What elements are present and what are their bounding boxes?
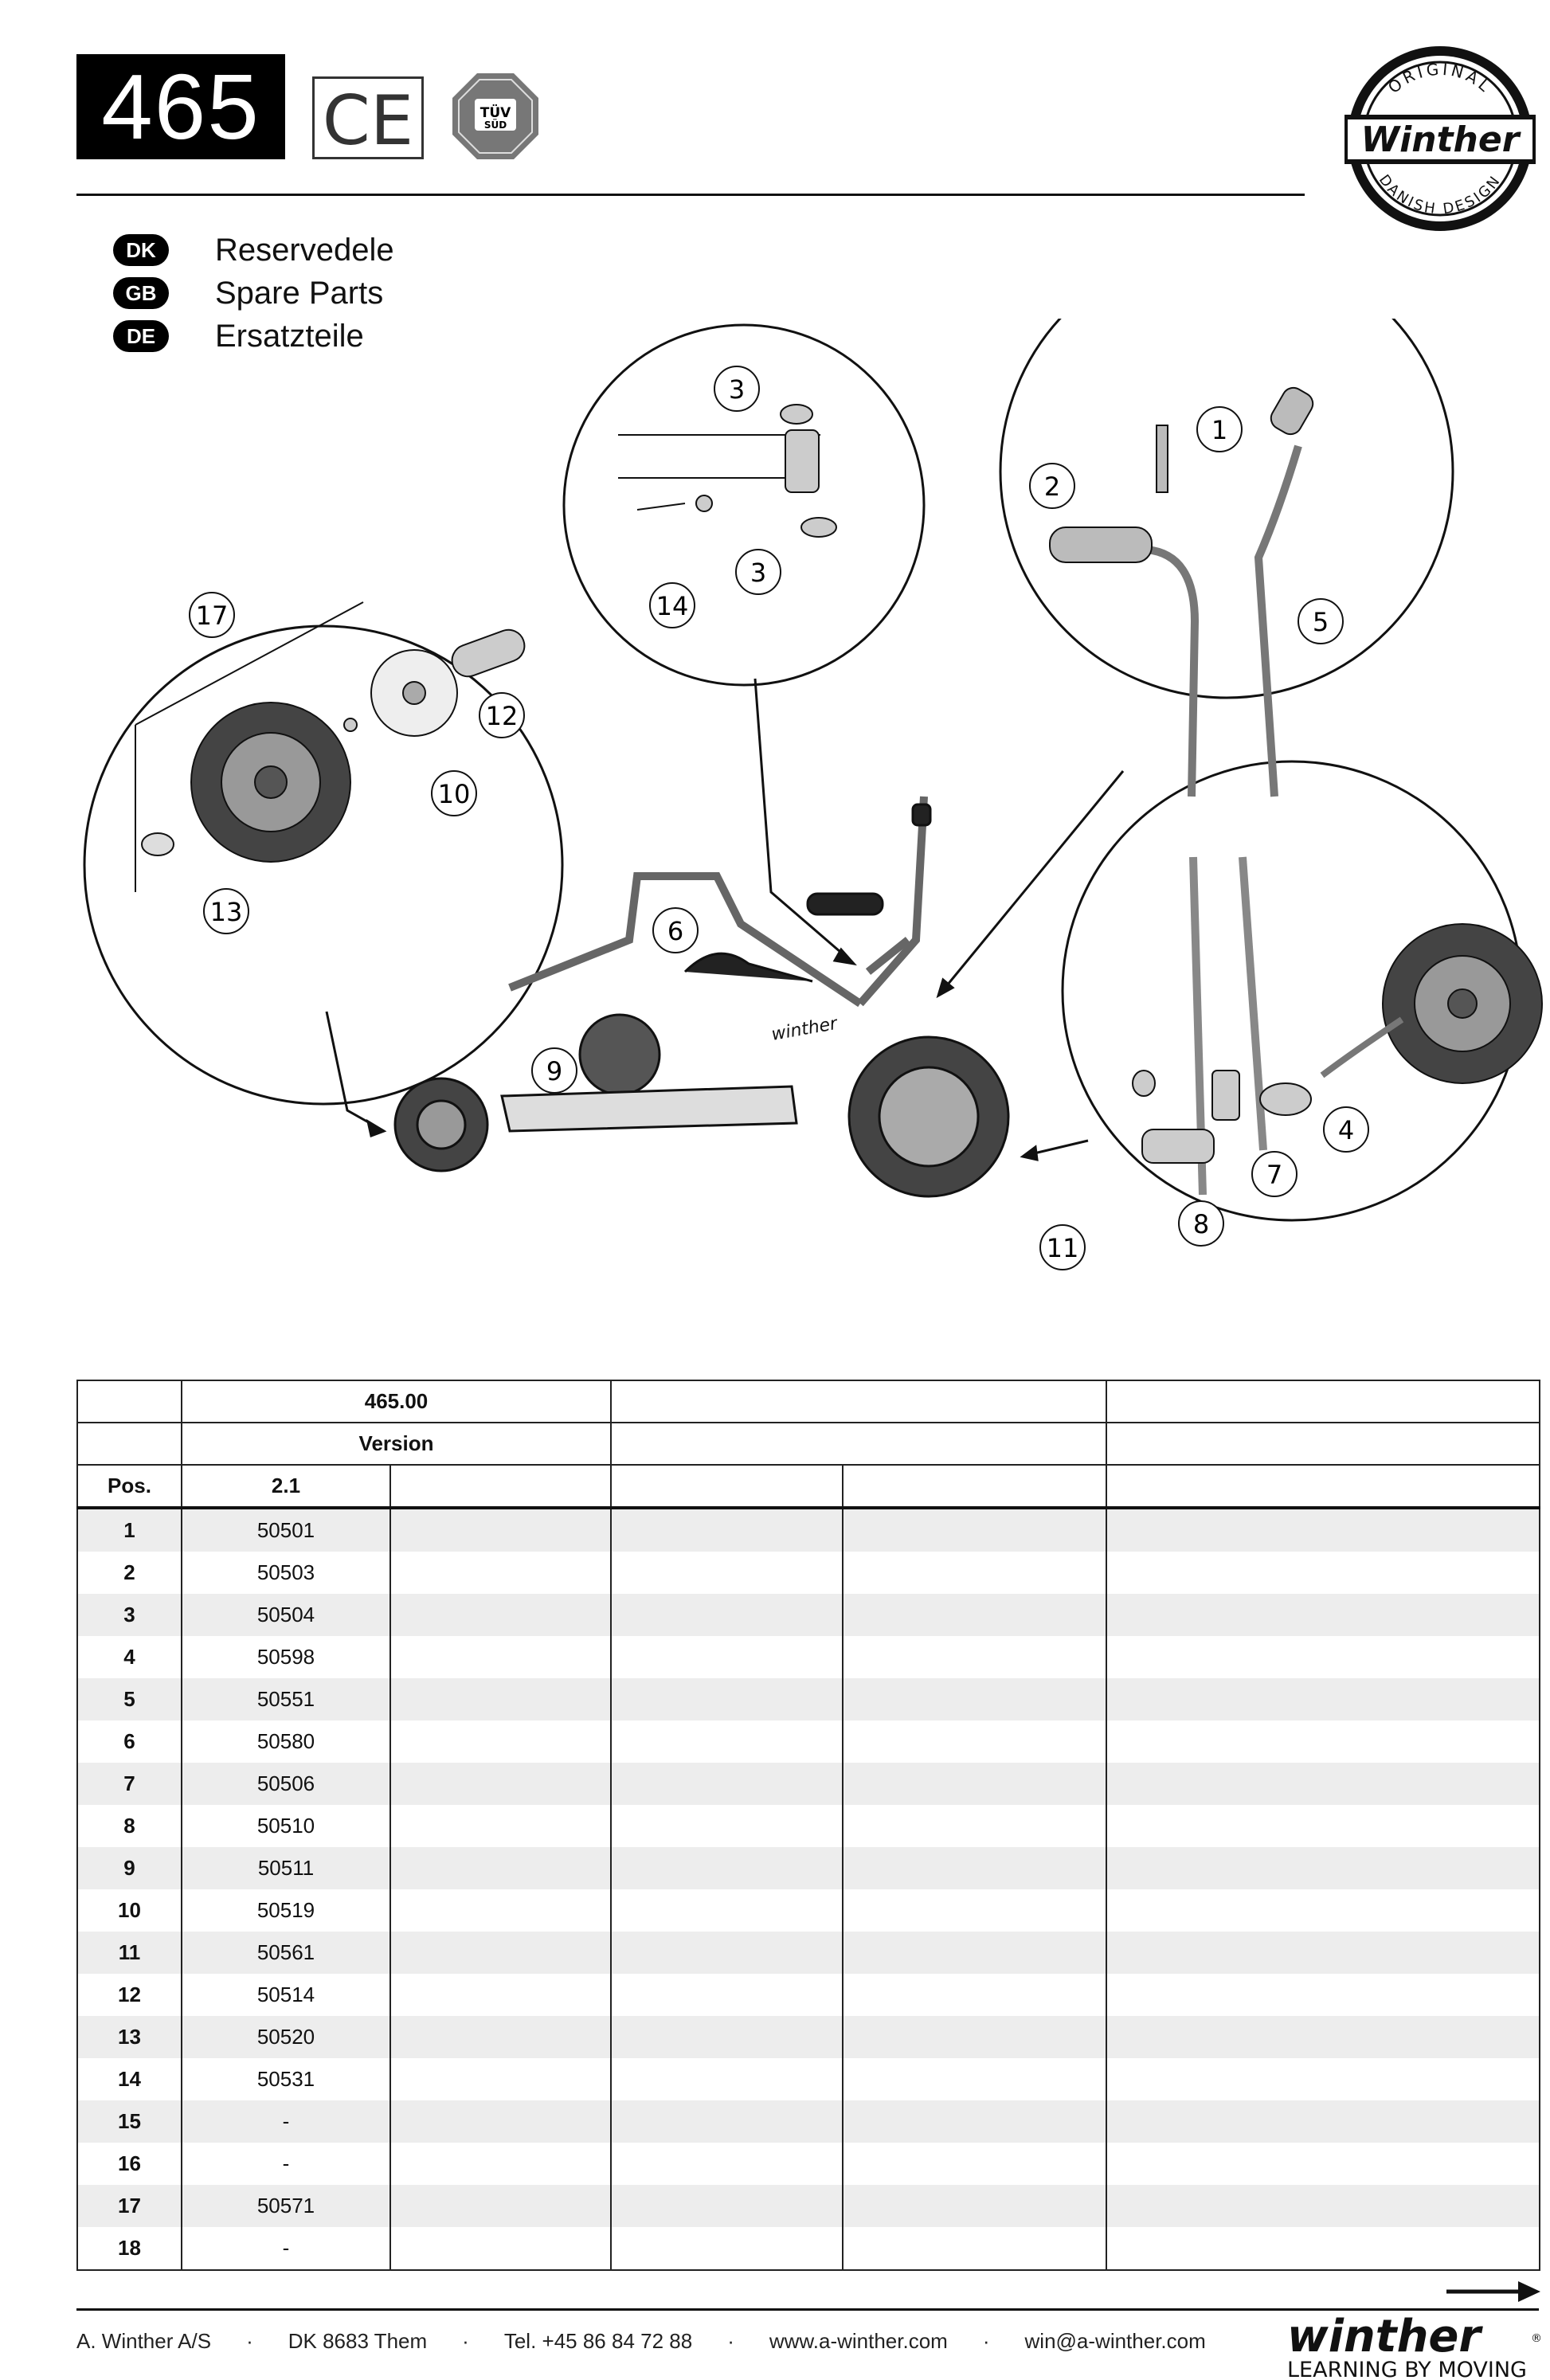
table-pos-header: Pos. [77, 1465, 182, 1508]
tuv-sud-mark [451, 72, 540, 161]
table-row [77, 2016, 1540, 2058]
empty-cell [611, 1720, 843, 1763]
exploded-parts-illustration [0, 319, 1550, 1330]
table-header-empty [77, 1423, 182, 1465]
pos-cell: 11 [77, 1932, 182, 1974]
empty-cell [390, 1805, 611, 1847]
callout-5 [1298, 599, 1343, 644]
pos-cell: 18 [77, 2227, 182, 2270]
pos-cell: 16 [77, 2143, 182, 2185]
svg-text:8: 8 [1192, 1209, 1210, 1239]
empty-cell [611, 1678, 843, 1720]
pos-cell: 10 [77, 1889, 182, 1932]
empty-cell [390, 1552, 611, 1594]
empty-cell [390, 1932, 611, 1974]
footer-phone: Tel. +45 86 84 72 88 [503, 2329, 693, 2353]
svg-text:CE: CE [322, 81, 414, 157]
svg-text:9: 9 [546, 1056, 563, 1086]
svg-text:Winther: Winther [1360, 119, 1520, 160]
part-number-cell: 50571 [182, 2185, 390, 2227]
empty-cell [611, 1932, 843, 1974]
part-number-cell: - [182, 2143, 390, 2185]
language-row-gb [113, 274, 384, 312]
trike-overview [395, 797, 1008, 1196]
empty-cell [611, 1805, 843, 1847]
empty-cell [843, 1805, 1106, 1847]
empty-cell [843, 1763, 1106, 1805]
part-number-cell: 50504 [182, 1594, 390, 1636]
part-number-cell: 50501 [182, 1508, 390, 1552]
lang-code-badge: DK [113, 234, 169, 266]
empty-cell [390, 1974, 611, 2016]
empty-cell [1106, 2143, 1540, 2185]
pos-cell: 1 [77, 1508, 182, 1552]
pos-cell: 14 [77, 2058, 182, 2100]
callout-6 [653, 908, 698, 953]
empty-cell [843, 2185, 1106, 2227]
empty-cell [1106, 1636, 1540, 1678]
callout-7 [1252, 1152, 1297, 1196]
empty-cell [1106, 1720, 1540, 1763]
language-row-dk [113, 231, 394, 269]
footer-separator: · [727, 2329, 734, 2353]
lang-code-badge: DE [113, 320, 169, 352]
pos-cell: 2 [77, 1552, 182, 1594]
table-row [77, 1552, 1540, 1594]
svg-text:10: 10 [437, 779, 471, 809]
pos-cell: 8 [77, 1805, 182, 1847]
empty-cell [1106, 2058, 1540, 2100]
empty-cell [843, 1552, 1106, 1594]
empty-cell [843, 2227, 1106, 2270]
callout-9 [532, 1048, 577, 1093]
pos-cell: 4 [77, 1636, 182, 1678]
pos-cell: 17 [77, 2185, 182, 2227]
part-number-cell: 50520 [182, 2016, 390, 2058]
empty-cell [611, 2100, 843, 2143]
lang-label: Ersatzteile [215, 318, 364, 354]
callout-12 [479, 693, 524, 738]
ce-mark [312, 76, 424, 159]
svg-text:TÜV: TÜV [479, 105, 511, 121]
table-header-empty [611, 1380, 1106, 1423]
part-number-cell: 50561 [182, 1932, 390, 1974]
handlebar-detail [1050, 384, 1317, 797]
empty-cell [611, 1763, 843, 1805]
empty-cell [390, 1594, 611, 1636]
empty-cell [611, 1594, 843, 1636]
pos-cell: 9 [77, 1847, 182, 1889]
empty-cell [611, 2016, 843, 2058]
table-row [77, 1720, 1540, 1763]
table-row [77, 2185, 1540, 2227]
table-row [77, 2227, 1540, 2270]
empty-cell [390, 1889, 611, 1932]
svg-text:DANISH DESIGN: DANISH DESIGN [1375, 171, 1505, 218]
svg-text:4: 4 [1337, 1115, 1355, 1145]
empty-cell [843, 1847, 1106, 1889]
svg-text:1: 1 [1211, 415, 1228, 445]
svg-text:13: 13 [209, 897, 243, 927]
empty-cell [611, 2227, 843, 2270]
svg-text:3: 3 [750, 558, 767, 588]
table-row [77, 1678, 1540, 1720]
table-row [77, 1889, 1540, 1932]
footer-separator: · [982, 2329, 990, 2353]
svg-text:winther: winther [1287, 2311, 1482, 2362]
empty-cell [390, 2227, 611, 2270]
table-row [77, 1974, 1540, 2016]
empty-cell [1106, 1974, 1540, 2016]
table-row [77, 1932, 1540, 1974]
table-header-empty [1106, 1423, 1540, 1465]
header-rule [76, 194, 1305, 196]
svg-text:®: ® [1531, 2332, 1542, 2345]
empty-cell [390, 2143, 611, 2185]
part-number-cell: 50514 [182, 1974, 390, 2016]
detail-circle-handlebar [1000, 319, 1453, 698]
svg-text:7: 7 [1266, 1160, 1283, 1190]
table-header-empty [843, 1465, 1106, 1508]
empty-cell [1106, 1805, 1540, 1847]
pos-cell: 7 [77, 1763, 182, 1805]
part-number-cell: 50580 [182, 1720, 390, 1763]
empty-cell [390, 1636, 611, 1678]
empty-cell [1106, 1932, 1540, 1974]
rear-wheel-detail [135, 602, 529, 892]
empty-cell [390, 1763, 611, 1805]
model-number-badge: 465 [76, 54, 285, 159]
empty-cell [1106, 2227, 1540, 2270]
callout-14 [650, 583, 695, 628]
svg-text:5: 5 [1312, 607, 1329, 637]
next-page-arrow-icon [1446, 2280, 1540, 2304]
empty-cell [1106, 1847, 1540, 1889]
empty-cell [390, 1508, 611, 1552]
empty-cell [1106, 2185, 1540, 2227]
callout-17 [190, 593, 234, 637]
part-number-cell: 50551 [182, 1678, 390, 1720]
part-number-cell: - [182, 2100, 390, 2143]
winther-footer-logo [1284, 2310, 1544, 2380]
table-header-empty [611, 1423, 1106, 1465]
empty-cell [611, 1508, 843, 1552]
empty-cell [1106, 1594, 1540, 1636]
empty-cell [1106, 1763, 1540, 1805]
callout-13 [204, 889, 249, 934]
empty-cell [843, 1594, 1106, 1636]
empty-cell [611, 2185, 843, 2227]
table-row [77, 2100, 1540, 2143]
empty-cell [1106, 1552, 1540, 1594]
pos-cell: 15 [77, 2100, 182, 2143]
table-row [77, 1805, 1540, 1847]
part-number-cell: 50511 [182, 1847, 390, 1889]
table-header-empty [1106, 1465, 1540, 1508]
svg-text:ORIGINAL: ORIGINAL [1384, 59, 1497, 98]
table-header-empty [611, 1465, 843, 1508]
table-header-empty [1106, 1380, 1540, 1423]
svg-text:2: 2 [1043, 472, 1061, 502]
table-row [77, 1508, 1540, 1552]
table-row [77, 2058, 1540, 2100]
footer-separator: · [246, 2329, 253, 2353]
table-model-header: 465.00 [182, 1380, 611, 1423]
lang-code-badge: GB [113, 277, 169, 309]
table-version-label: Version [182, 1423, 611, 1465]
footer-address: DK 8683 Them [288, 2329, 428, 2353]
svg-text:6: 6 [667, 916, 684, 946]
empty-cell [843, 1508, 1106, 1552]
empty-cell [1106, 2016, 1540, 2058]
callout-10 [432, 771, 476, 816]
part-number-cell: 50598 [182, 1636, 390, 1678]
empty-cell [611, 1974, 843, 2016]
footer-company: A. Winther A/S [76, 2329, 212, 2353]
empty-cell [611, 1636, 843, 1678]
svg-text:3: 3 [728, 374, 746, 405]
empty-cell [843, 2058, 1106, 2100]
winther-seal-logo [1345, 41, 1536, 237]
pos-cell: 13 [77, 2016, 182, 2058]
table-header-empty [77, 1380, 182, 1423]
part-number-cell: 50503 [182, 1552, 390, 1594]
callout-1 [1197, 407, 1242, 452]
callout-11 [1040, 1225, 1085, 1270]
svg-text:winther: winther [769, 1013, 839, 1045]
table-row [77, 1636, 1540, 1678]
part-number-cell: 50506 [182, 1763, 390, 1805]
empty-cell [390, 2016, 611, 2058]
callout-3b [736, 550, 781, 594]
empty-cell [843, 1678, 1106, 1720]
empty-cell [843, 1932, 1106, 1974]
callout-4 [1324, 1107, 1368, 1152]
empty-cell [390, 2185, 611, 2227]
spare-parts-table [76, 1380, 1540, 2271]
empty-cell [390, 2058, 611, 2100]
empty-cell [390, 1720, 611, 1763]
svg-text:12: 12 [485, 701, 519, 731]
table-row [77, 2143, 1540, 2185]
pos-cell: 6 [77, 1720, 182, 1763]
svg-text:14: 14 [656, 591, 689, 621]
empty-cell [843, 1974, 1106, 2016]
empty-cell [843, 1636, 1106, 1678]
empty-cell [1106, 2100, 1540, 2143]
svg-text:LEARNING BY MOVING: LEARNING BY MOVING [1287, 2358, 1527, 2380]
lang-label: Spare Parts [215, 275, 384, 311]
empty-cell [843, 1889, 1106, 1932]
pos-cell: 3 [77, 1594, 182, 1636]
lang-label: Reservedele [215, 232, 394, 268]
footer-email[interactable]: win@a-winther.com [1024, 2329, 1206, 2353]
table-row [77, 1763, 1540, 1805]
table-version-number: 2.1 [182, 1465, 390, 1508]
empty-cell [843, 2143, 1106, 2185]
pos-cell: 12 [77, 1974, 182, 2016]
callout-3a [714, 366, 759, 411]
callout-2 [1030, 464, 1074, 508]
footer-separator: · [462, 2329, 469, 2353]
part-number-cell: 50510 [182, 1805, 390, 1847]
empty-cell [843, 2100, 1106, 2143]
svg-text:SÜD: SÜD [483, 119, 507, 131]
empty-cell [611, 2143, 843, 2185]
empty-cell [843, 2016, 1106, 2058]
empty-cell [611, 2058, 843, 2100]
empty-cell [1106, 1678, 1540, 1720]
empty-cell [390, 2100, 611, 2143]
empty-cell [611, 1889, 843, 1932]
empty-cell [843, 1720, 1106, 1763]
empty-cell [1106, 1889, 1540, 1932]
empty-cell [611, 1847, 843, 1889]
empty-cell [390, 1678, 611, 1720]
seat-mount-detail [618, 405, 836, 537]
part-number-cell: - [182, 2227, 390, 2270]
table-row [77, 1594, 1540, 1636]
svg-text:17: 17 [195, 601, 229, 631]
empty-cell [611, 1552, 843, 1594]
table-header-empty [390, 1465, 611, 1508]
svg-text:11: 11 [1046, 1233, 1079, 1263]
pos-cell: 5 [77, 1678, 182, 1720]
table-row [77, 1847, 1540, 1889]
empty-cell [390, 1847, 611, 1889]
empty-cell [1106, 1508, 1540, 1552]
part-number-cell: 50531 [182, 2058, 390, 2100]
part-number-cell: 50519 [182, 1889, 390, 1932]
footer-contact [76, 2329, 1206, 2354]
callout-8 [1179, 1201, 1223, 1246]
footer-website[interactable]: www.a-winther.com [769, 2329, 948, 2353]
